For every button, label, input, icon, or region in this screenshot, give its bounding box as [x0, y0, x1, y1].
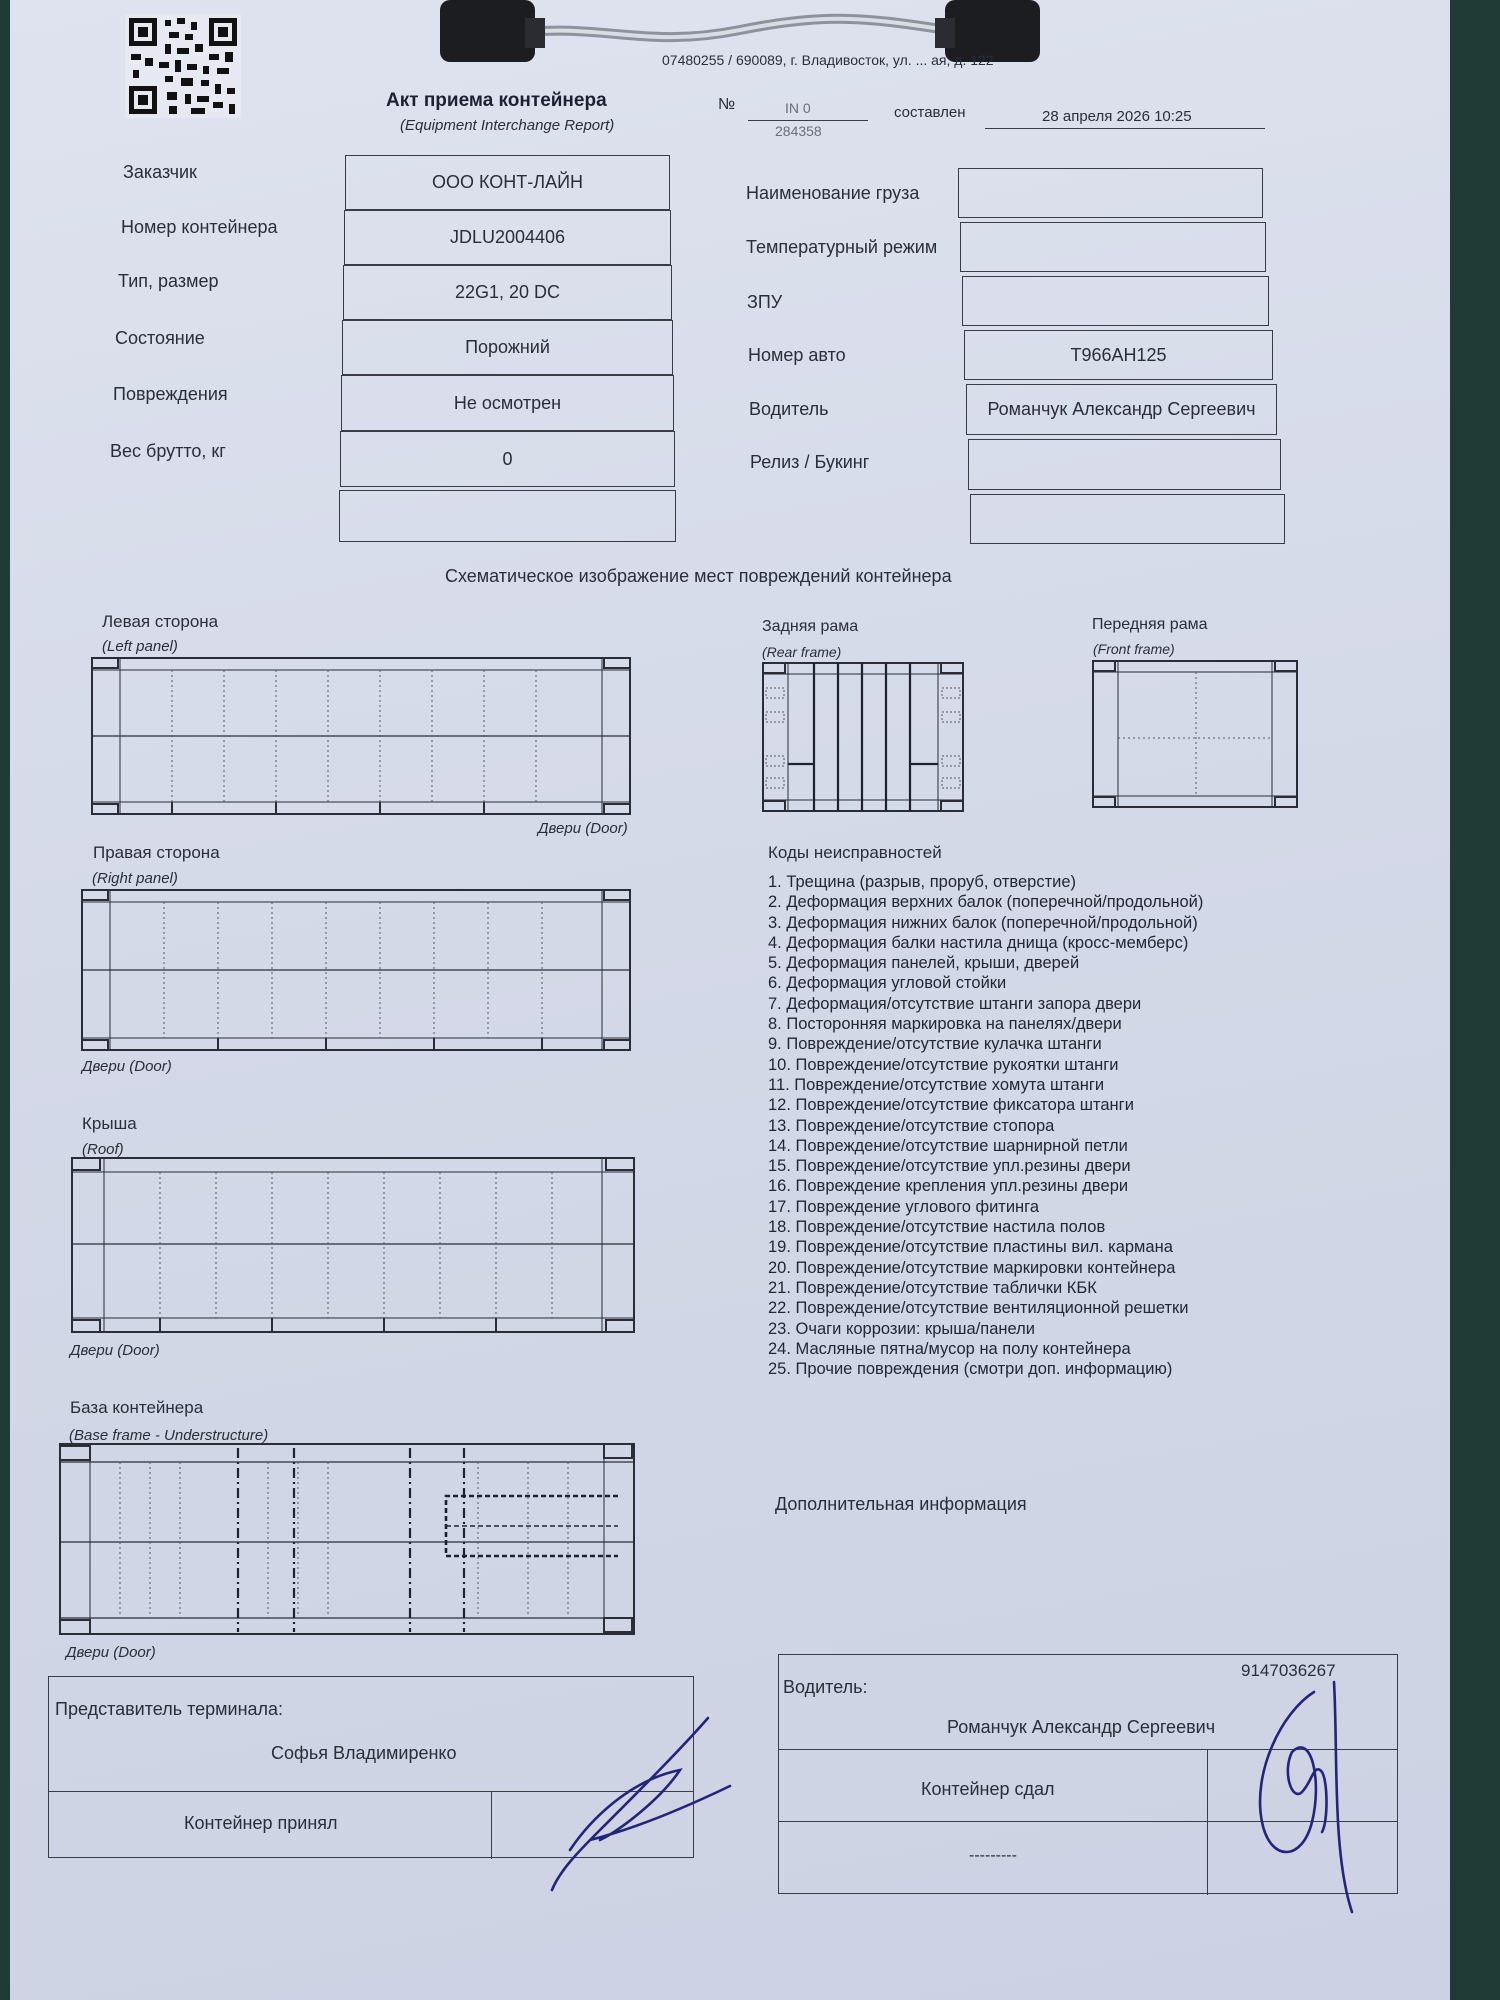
base-frame-diagram [58, 1442, 654, 1640]
truck-number-label: Номер авто [748, 345, 846, 365]
fault-code: 1. Трещина (разрыв, проруб, отверстие) [768, 873, 1077, 891]
composed-date: 28 апреля 2026 10:25 [1042, 108, 1192, 125]
fault-codes-title: Коды неисправностей [768, 843, 942, 862]
container-number-value: JDLU2004406 [344, 210, 671, 265]
customer-value: ООО КОНТ-ЛАЙН [345, 155, 670, 210]
driver-value: Романчук Александр Сергеевич [966, 384, 1277, 435]
gross-weight-label: Вес брутто, кг [110, 441, 226, 461]
fault-code: 16. Повреждение крепления упл.резины двери [768, 1177, 1129, 1196]
roof-door: Двери (Door) [70, 1342, 160, 1359]
rear-frame-label: Задняя рама [762, 618, 859, 635]
document-sheet [10, 0, 1450, 2000]
fault-code: 21. Повреждение/отсутствие таблички КБК [768, 1278, 1097, 1297]
composed-underline [985, 128, 1265, 129]
right-panel-diagram [80, 888, 646, 1054]
terminal-rep-label: Представитель терминала: [55, 1699, 284, 1719]
terminal-address: 07480255 / 690089, г. Владивосток, ул. ... ая, д. 122 [662, 52, 994, 68]
fault-code: 20. Повреждение/отсутствие маркировки контейнера [768, 1258, 1176, 1277]
cargo-name-label: Наименование груза [746, 183, 920, 203]
right-panel-sub: (Right panel) [92, 870, 178, 887]
fault-code: 22. Повреждение/отсутствие вентиляционной решетки [768, 1299, 1189, 1318]
driver-phone: 9147036267 [1241, 1661, 1336, 1680]
document-subtitle: (Equipment Interchange Report) [400, 117, 615, 134]
left-panel-diagram [90, 656, 642, 818]
front-frame-sub: (Front frame) [1093, 641, 1175, 657]
temperature-value [960, 222, 1266, 272]
fault-code: 11. Повреждение/отсутствие хомута штанги [768, 1075, 1105, 1094]
customer-label: Заказчик [123, 162, 197, 182]
base-frame-label: База контейнера [70, 1398, 204, 1417]
gross-weight-value: 0 [340, 431, 675, 487]
left-panel-sub: (Left panel) [102, 638, 178, 655]
roof-diagram [70, 1156, 652, 1336]
rear-frame-sub: (Rear frame) [762, 644, 842, 660]
condition-value: Порожний [342, 320, 673, 375]
empty-extra-field [339, 490, 676, 542]
fault-codes-list [768, 872, 1203, 1379]
roof-sub: (Roof) [82, 1141, 124, 1158]
terminal-rep-name: Софья Владимиренко [271, 1743, 457, 1763]
fault-code: 7. Деформация/отсутствие штанги запора двери [768, 994, 1142, 1013]
base-frame-sub: (Base frame - Understructure) [69, 1427, 269, 1444]
fault-code: 9. Повреждение/отсутствие кулачка штанги [768, 1035, 1102, 1054]
right-panel-label: Правая сторона [93, 843, 220, 862]
fault-code: 4. Деформация балки настила днища (кросс-мемберс) [768, 933, 1189, 952]
number-underline [748, 120, 868, 121]
number-value: IN 0 [785, 100, 811, 116]
schematic-title: Схематическое изображение мест повреждений контейнера [445, 566, 952, 586]
seal-label: ЗПУ [747, 292, 783, 312]
fault-code: 5. Деформация панелей, крыши, дверей [768, 954, 1080, 973]
fault-code: 8. Посторонняя маркировка на панелях/двери [768, 1015, 1122, 1034]
roof-label: Крыша [82, 1114, 137, 1133]
document-title: Акт приема контейнера [386, 90, 607, 111]
rear-frame-diagram [760, 660, 976, 816]
container-handed-label: Контейнер сдал [921, 1779, 1055, 1799]
fault-code: 12. Повреждение/отсутствие фиксатора штанги [768, 1096, 1134, 1115]
driver-block-label: Водитель: [783, 1677, 868, 1697]
fault-code: 24. Масляные пятна/мусор на полу контейнера [768, 1339, 1131, 1358]
additional-info-label: Дополнительная информация [775, 1494, 1027, 1514]
temperature-label: Температурный режим [746, 237, 938, 257]
fault-code: 17. Повреждение углового фитинга [768, 1197, 1040, 1216]
terminal-signature-icon [530, 1700, 740, 1900]
base-frame-door: Двери (Door) [66, 1644, 156, 1661]
fault-code: 10. Повреждение/отсутствие рукоятки штанги [768, 1055, 1119, 1074]
left-panel-label: Левая сторона [102, 612, 219, 631]
fault-code: 6. Деформация угловой стойки [768, 974, 1007, 993]
fault-code: 25. Прочие повреждения (смотри доп. информацию) [768, 1360, 1173, 1379]
driver-dashes: --------- [969, 1847, 1017, 1864]
front-frame-diagram [1090, 658, 1306, 814]
condition-label: Состояние [115, 328, 205, 348]
fault-code: 3. Деформация нижних балок (поперечной/продольной) [768, 913, 1198, 932]
type-size-label: Тип, размер [118, 271, 219, 291]
driver-block-name: Романчук Александр Сергеевич [947, 1717, 1216, 1737]
cargo-name-value [958, 168, 1263, 218]
driver-signature-cell [1207, 1749, 1208, 1895]
truck-number-value: Т966АН125 [964, 330, 1273, 380]
fault-code: 18. Повреждение/отсутствие настила полов [768, 1218, 1106, 1237]
number-sub: 284358 [775, 123, 822, 139]
release-booking-value [968, 439, 1281, 490]
fault-code: 23. Очаги коррозии: крыша/панели [768, 1319, 1035, 1338]
seal-value [962, 276, 1269, 326]
fault-code: 19. Повреждение/отсутствие пластины вил. кармана [768, 1238, 1173, 1257]
fault-code: 13. Повреждение/отсутствие стопора [768, 1116, 1055, 1135]
fault-code: 2. Деформация верхних балок (поперечной/продольной) [768, 893, 1204, 912]
qr-code-icon [125, 14, 241, 118]
type-size-value: 22G1, 20 DC [343, 265, 672, 320]
number-label: № [718, 96, 736, 113]
damage-label: Повреждения [113, 384, 228, 404]
empty-extra-field-right [970, 494, 1285, 544]
front-frame-label: Передняя рама [1092, 616, 1208, 633]
fault-code: 14. Повреждение/отсутствие шарнирной петли [768, 1136, 1128, 1155]
driver-signature-icon [1242, 1672, 1362, 1922]
composed-label: составлен [894, 104, 966, 121]
left-panel-door: Двери (Door) [538, 820, 628, 837]
right-panel-door: Двери (Door) [82, 1058, 172, 1075]
fault-code: 15. Повреждение/отсутствие упл.резины двери [768, 1157, 1131, 1176]
driver-label: Водитель [749, 399, 829, 419]
terminal-signature-cell [491, 1791, 492, 1859]
release-booking-label: Релиз / Букинг [750, 452, 870, 472]
damage-value: Не осмотрен [341, 375, 674, 431]
container-number-label: Номер контейнера [121, 217, 278, 237]
container-accepted-label: Контейнер принял [184, 1813, 338, 1833]
